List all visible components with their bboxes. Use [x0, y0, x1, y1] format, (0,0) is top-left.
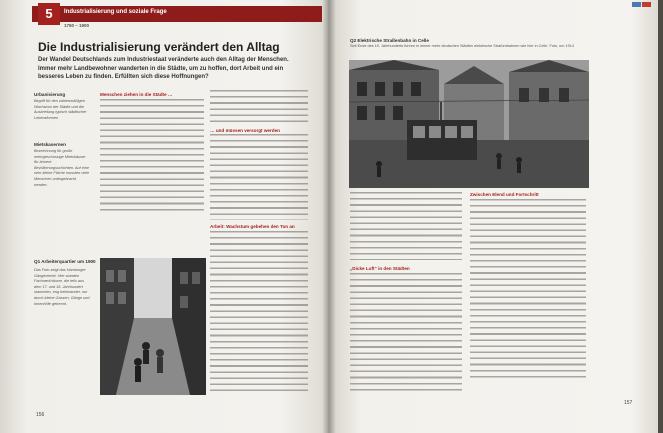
q2-caption: Seit Ende des 19. Jahrhunderts fuhren in immer mehr deutschen Städten elektrische Straßenbahnen wie hier in Celle. Foto, um 1914 [350, 44, 574, 48]
q1-caption: Das Foto zeigt das Hamburger Gängeviertel. Hier standen Fachwerkhäuser, die teils aus dem 17. und 18. Jahrhundert stammten, eng beieinander, nur durch kleine Gassen, Gänge und Innenhöfe getrennt. [34, 268, 90, 306]
intro-text: Der Wandel Deutschlands zum Industriestaat veränderte auch den Alltag der Menschen. Immer mehr Landbewohner wanderten in die Städte, um zu hoffen, dort Arbeit und ein besseres Leben zu finden. Erfüllten sich diese Hoffnungen? [38, 57, 289, 80]
body-text-column [100, 99, 204, 211]
page-number-left: 156 [36, 412, 45, 418]
subheading: … und müssen versorgt werden [210, 128, 280, 133]
body-text-column [210, 134, 308, 220]
tram-photo-icon [349, 60, 589, 188]
q1-title: Q1 Arbeiterquartier um 1900 [34, 259, 96, 264]
glossary-definition: Bezeichnung für große mehrgeschossige Mietshäuser für ärmere Bevölkerungsschichten. Auf eine sehr kleine Fläche mussten viele Menschen untergebracht werden. [34, 149, 90, 187]
glossary-term: Mietskasernen [34, 142, 66, 147]
body-text-column [470, 199, 586, 381]
page-tab [632, 2, 641, 7]
chapter-years: 1750 – 1900 [64, 23, 90, 28]
subheading: „Dicke Luft“ in den Städten [350, 266, 410, 271]
q2-title: Q2 Elektrische Straßenbahn in Celle [350, 38, 429, 43]
page-number-right: 157 [624, 400, 633, 406]
glossary-definition: Begriff für den zahlenmäßigen Wachstum der Städte und die Ausbreitung typisch städtischer Lebensformen [34, 99, 87, 120]
page-headline: Die Industrialisierung verändert den Alltag [38, 40, 280, 54]
chapter-title: Industrialisierung und soziale Frage [64, 9, 167, 15]
body-text-column [210, 90, 308, 126]
q1-photo [100, 258, 206, 395]
subheading: Zwischen Elend und Fortschritt [470, 192, 539, 197]
subheading: Arbeit: Wachstum gebehen den Ton an [210, 224, 295, 229]
q2-photo [349, 60, 589, 188]
body-text-column [350, 192, 462, 260]
body-text-column [350, 273, 462, 395]
chapter-number: 5 [38, 3, 60, 25]
body-text-column [210, 231, 308, 393]
alley-photo-icon [100, 258, 206, 395]
book-gutter [322, 0, 336, 433]
glossary-term: Urbanisierung [34, 92, 66, 97]
subheading: Menschen ziehen in die Städte … [100, 92, 173, 97]
left-page [0, 0, 330, 433]
page-tab [642, 2, 651, 7]
